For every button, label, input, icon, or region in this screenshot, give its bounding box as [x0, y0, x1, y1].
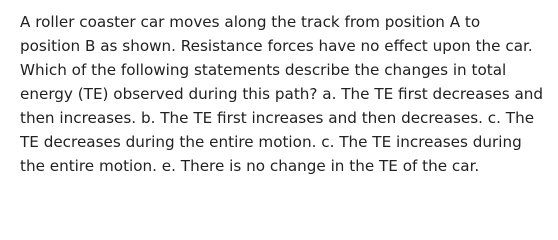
question-text: A roller coaster car moves along the track from position A to position B as shown. Resistance forces have no effect upon the car. Which of the following statements describe the changes in total energy (TE) observed during this path? a. The TE first decreases and then increases. b. The TE first increases and then decreases. c. The TE decreases during the entire motion. c. The TE increases during the entire motion. e. There is no change in the TE of the car.	[20, 13, 544, 175]
